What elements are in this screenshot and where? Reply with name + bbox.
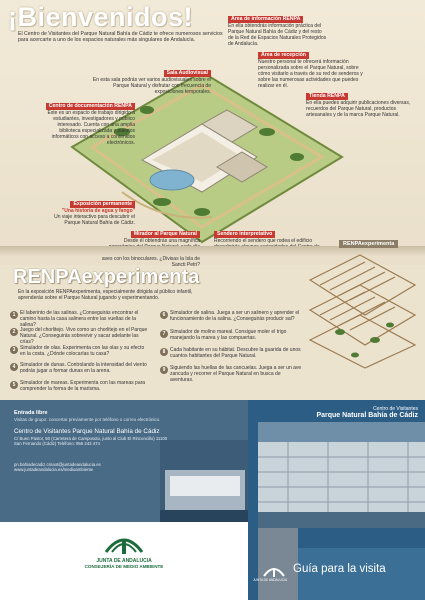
exhibit-number: 3 [10,346,18,354]
annotation-mirador: Mirador al Parque Natural Desde él obtendrás una magnífica aves con los binoculares. ¿Divisas la Isla de Sancti Petri? [101,231,200,268]
exhibit-item: Simulador de mareas. Experimenta con las mareas para comprender la forma de la marisma. [20,380,146,392]
junta-logo-icon [104,528,144,558]
exhibit-number: 4 [10,363,18,371]
center-email[interactable]: pn.bahiadecadiz.cmaot@juntadeandalucia.es www.juntadeandalucia.es/medioambiente [14,462,101,473]
renpa-tab-label: RENPAexperimenta [339,240,398,248]
annotation-sala: Sala Audiovisual En esta sala podrás ver varios audiovisuales sobre el Parque Natural y disfrutar con frecuencia de exposiciones temporales. [92,70,211,95]
exhibit-item: El laberinto de las salinas. ¿Conseguirás encontrar el camino hasta la casa salinera entre las vueltas de la salina? [20,310,139,328]
page-title: ¡Bienvenidos! [8,2,194,32]
junta-small-logo-icon [262,560,286,578]
annotation-documentacion: Centro de documentación RENPA Este es un espacio de trabajo dirigido a estudiantes, investigadores y público interesado. Cuenta con una amplia biblioteca especializada y puestos informáticos con acceso a contenidos electrónicos. [47,103,135,146]
renpa-title: RENPAexperimenta [13,266,200,288]
cover-title: Parque Natural Bahía de Cádiz [316,412,418,419]
exhibit-number: 1 [10,311,18,319]
cover-building-photo [258,422,425,528]
annotation-exposicion: Exposición permanente "Una historia de agua y fango" Un viaje interactivo para descubrir el Parque Natural Bahía de Cádiz. [54,201,135,226]
exhibit-item: Simulador de molino mareal. Consigue moler el trigo manejando la marea y las compuertas. [170,329,287,341]
annotation-area-recepcion: Área de recepción Nuestro personal te ofrecerá información personalizada sobre el Parque Natural, sobre cómo visitarlo a través de su red de senderos y sobre las numerosas actividades que puedes realizar en él. [258,52,363,89]
exhibit-number: 2 [10,328,18,336]
exhibit-item: Siguiendo las huellas de las cancuelas. Juega a ser un ave zancuda y recorrer el Parque Natural en busca de aventuras. [170,365,302,383]
exhibit-number: 9 [160,366,168,374]
annotation-sendero: Sendero interpretativo Recorriendo el sendero que rodea el edificio [214,231,313,244]
center-address: C/ Buen Pastor, 50 (Carretera de Camposoto, junto al Club El Rinconcillo) 11100 San Fernando (Cádiz) Teléfono: 956 243 474 [14,436,168,447]
exhibit-item: Juego del chorlitejo. Vivo como un chorlitejo en el Parque Natural. ¿Conseguirás sobrevivir y sacar adelante las crías? [20,327,148,345]
logo-name: JUNTA DE ANDALUCIA [96,558,152,564]
entrada-label: Entrada libre [14,410,48,416]
footer-section [0,400,425,600]
annotation-area-info: Área de información RENPA En ella obtendrás información práctica del Parque Natural Bahía de Cádiz y del resto de la Red de Espacios Naturales Protegidos de Andalucía. [228,16,327,47]
junta-small-logo-text: JUNTA DE ANDALUCIA [252,578,288,582]
renpa-intro: En la exposición RENPAexperimenta, especialmente dirigida al público infantil, aprenderás sobre el Parque Natural jugando y experimentando. [18,289,193,301]
entrada-note: Visitas de grupo: concertar previamente por teléfono o correo electrónico. [14,417,161,422]
guide-title: Guía para la visita [293,563,386,575]
exhibit-item: Simulador de olas. Experimenta con las olas y su efecto en la costa. ¿Dónde colocarías tu casa? [20,345,145,357]
center-name: Centro de Visitantes Parque Natural Bahía de Cádiz [14,428,160,435]
logo-subtitle: CONSEJERÍA DE MEDIO AMBIENTE [84,564,164,569]
exhibit-item: Simulador de dunas. Controlando la intensidad del viento podrás jugar a formar dunas en la arena. [20,362,147,374]
exhibit-number: 6 [160,311,168,319]
center-building-photo [160,440,248,522]
exhibit-item: Cada habitante en su hábitat. Descubre la guarida de unos cuantos habitantes del Parque Natural. [170,347,301,359]
annotation-tienda: Tienda RENPA En ella puedes adquirir publicaciones diversas, recuerdos del Parque Natural, productos artesanales y de la marca Parque Natural. [306,93,411,118]
exhibit-item: Simulador de salina. Juega a ser un salinero y aprender el funcionamiento de la salina. ¿Conseguirás producir sal? [170,310,300,322]
cover-subtitle: Centro de Visitantes [373,406,418,412]
exhibit-number: 5 [10,381,18,389]
exhibit-number: 8 [160,348,168,356]
exhibit-number: 7 [160,330,168,338]
intro-text: El Centro de Visitantes del Parque Natural Bahía de Cádiz te ofrece numerosos servicios para acercarte a uno de los espacios naturales más singulares de Andalucía. [18,31,223,44]
renpa-floorplan-illustration [300,250,420,370]
